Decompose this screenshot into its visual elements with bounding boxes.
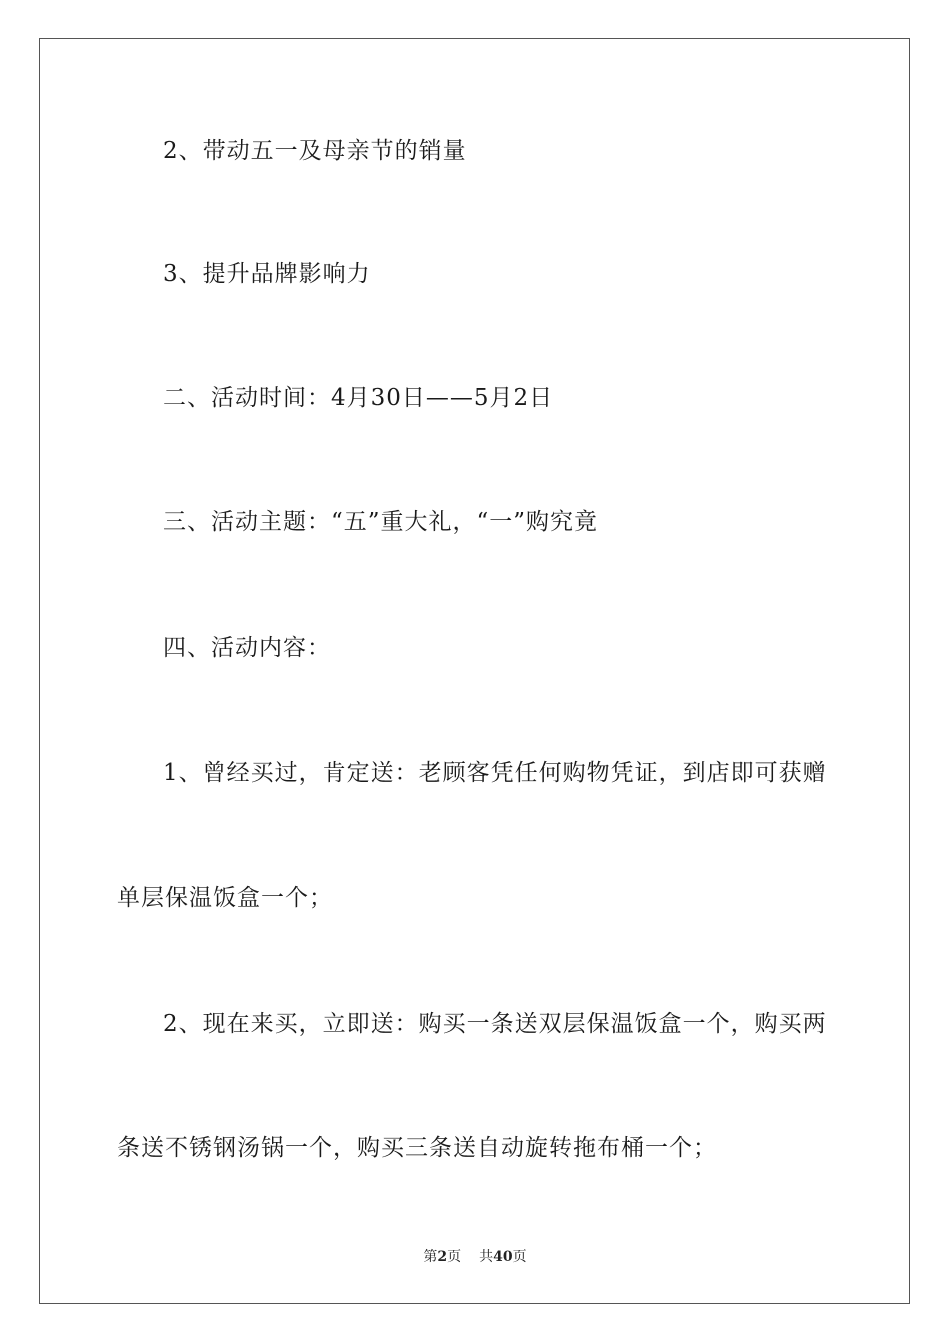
page-prefix: 第 [423, 1249, 438, 1265]
page-suffix: 页 [447, 1249, 462, 1265]
paragraph-item-2-line-1: 2、现在来买，立即送：购买一条送双层保温饭盒一个，购买两 [163, 1011, 827, 1037]
current-page-number: 2 [437, 1249, 448, 1265]
paragraph-goal-3: 3、提升品牌影响力 [163, 261, 371, 287]
paragraph-activity-theme: 三、活动主题：“五”重大礼，“一”购究竟 [163, 509, 599, 535]
paragraph-item-1-line-1: 1、曾经买过，肯定送：老顾客凭任何购物凭证，到店即可获赠 [163, 760, 827, 786]
paragraph-item-1-line-2: 单层保温饭盒一个； [117, 885, 333, 911]
page-border [39, 38, 910, 1304]
total-suffix: 页 [512, 1249, 527, 1265]
paragraph-item-2-line-2: 条送不锈钢汤锅一个，购买三条送自动旋转拖布桶一个； [117, 1135, 717, 1161]
page-footer [0, 1247, 950, 1267]
paragraph-activity-time: 二、活动时间：4月30日——5月2日 [163, 385, 554, 411]
paragraph-activity-content-heading: 四、活动内容： [163, 635, 331, 661]
paragraph-goal-2: 2、带动五一及母亲节的销量 [163, 138, 467, 164]
total-page-number: 40 [493, 1249, 513, 1265]
total-prefix: 共 [479, 1249, 494, 1265]
